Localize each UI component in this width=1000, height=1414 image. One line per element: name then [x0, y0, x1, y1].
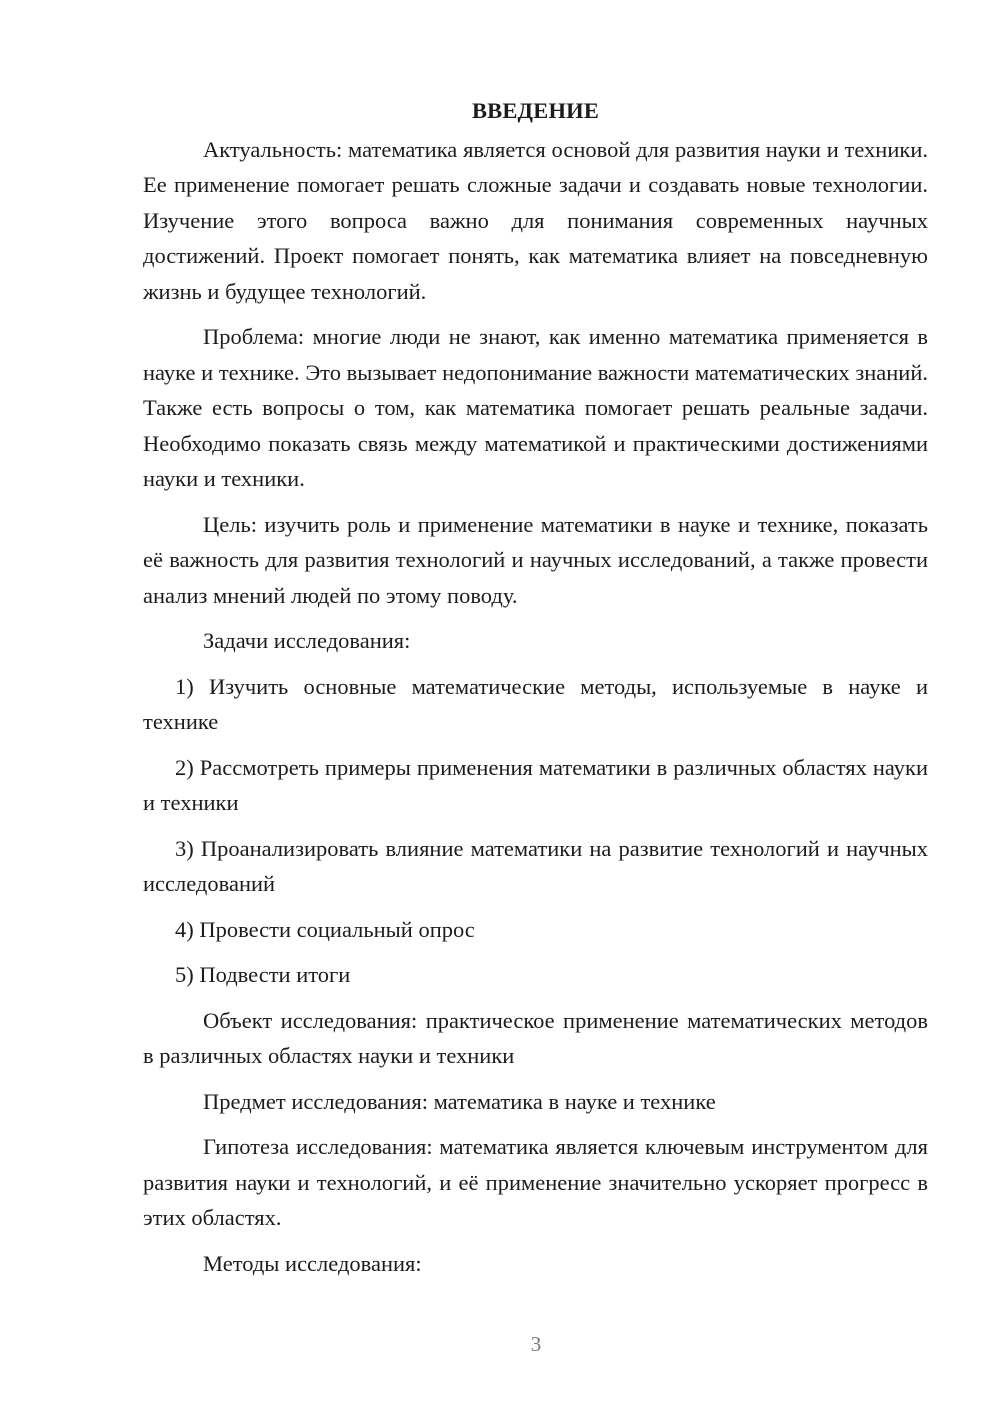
tasks-heading: Задачи исследования:: [203, 628, 411, 653]
task-item-3: 3) Проанализировать влияние математики на развитие технологий и научных исследований: [143, 835, 928, 896]
section-heading: ВВЕДЕНИЕ: [471, 98, 600, 123]
task-item-5: 5) Подвести итоги: [175, 962, 351, 987]
hypothesis-paragraph: Гипотеза исследования: математика является ключевым инструментом для развития науки и технологий, и её применение значительно ускоряет прогресс в этих областях.: [143, 1134, 928, 1230]
problem-paragraph: Проблема: многие люди не знают, как именно математика применяется в науке и технике. Это вызывает недопонимание важности математических знаний. Также есть вопросы о том, как математика помогает решать реальные задачи. Необходимо показать связь между математикой и практическими достижениями науки и техники.: [143, 324, 928, 491]
research-subject-paragraph: Предмет исследования: математика в науке и технике: [203, 1088, 716, 1114]
methods-heading: Методы исследования:: [203, 1250, 422, 1276]
page-number: 3: [530, 1332, 542, 1356]
relevance-paragraph: Актуальность: математика является основой для развития науки и техники. Ее применение помогает решать сложные задачи и создавать новые технологии. Изучение этого вопроса важно для понимания современных научных достижений. Проект помогает понять, как математика влияет на повседневную жизнь и будущее технологий.: [143, 136, 928, 304]
research-object-paragraph: Объект исследования: практическое применение математических методов в различных областях науки и техники: [143, 1007, 928, 1068]
goal-paragraph: Цель: изучить роль и применение математики в науке и технике, показать её важность для развития технологий и научных исследований, а также провести анализ мнений людей по этому поводу.: [143, 511, 928, 608]
page-content: [143, 93, 928, 1291]
task-item-1: 1) Изучить основные математические методы, используемые в науке и технике: [143, 673, 928, 734]
task-item-2: 2) Рассмотреть примеры применения математики в различных областях науки и техники: [143, 754, 928, 815]
task-item-4: 4) Провести социальный опрос: [175, 916, 475, 942]
